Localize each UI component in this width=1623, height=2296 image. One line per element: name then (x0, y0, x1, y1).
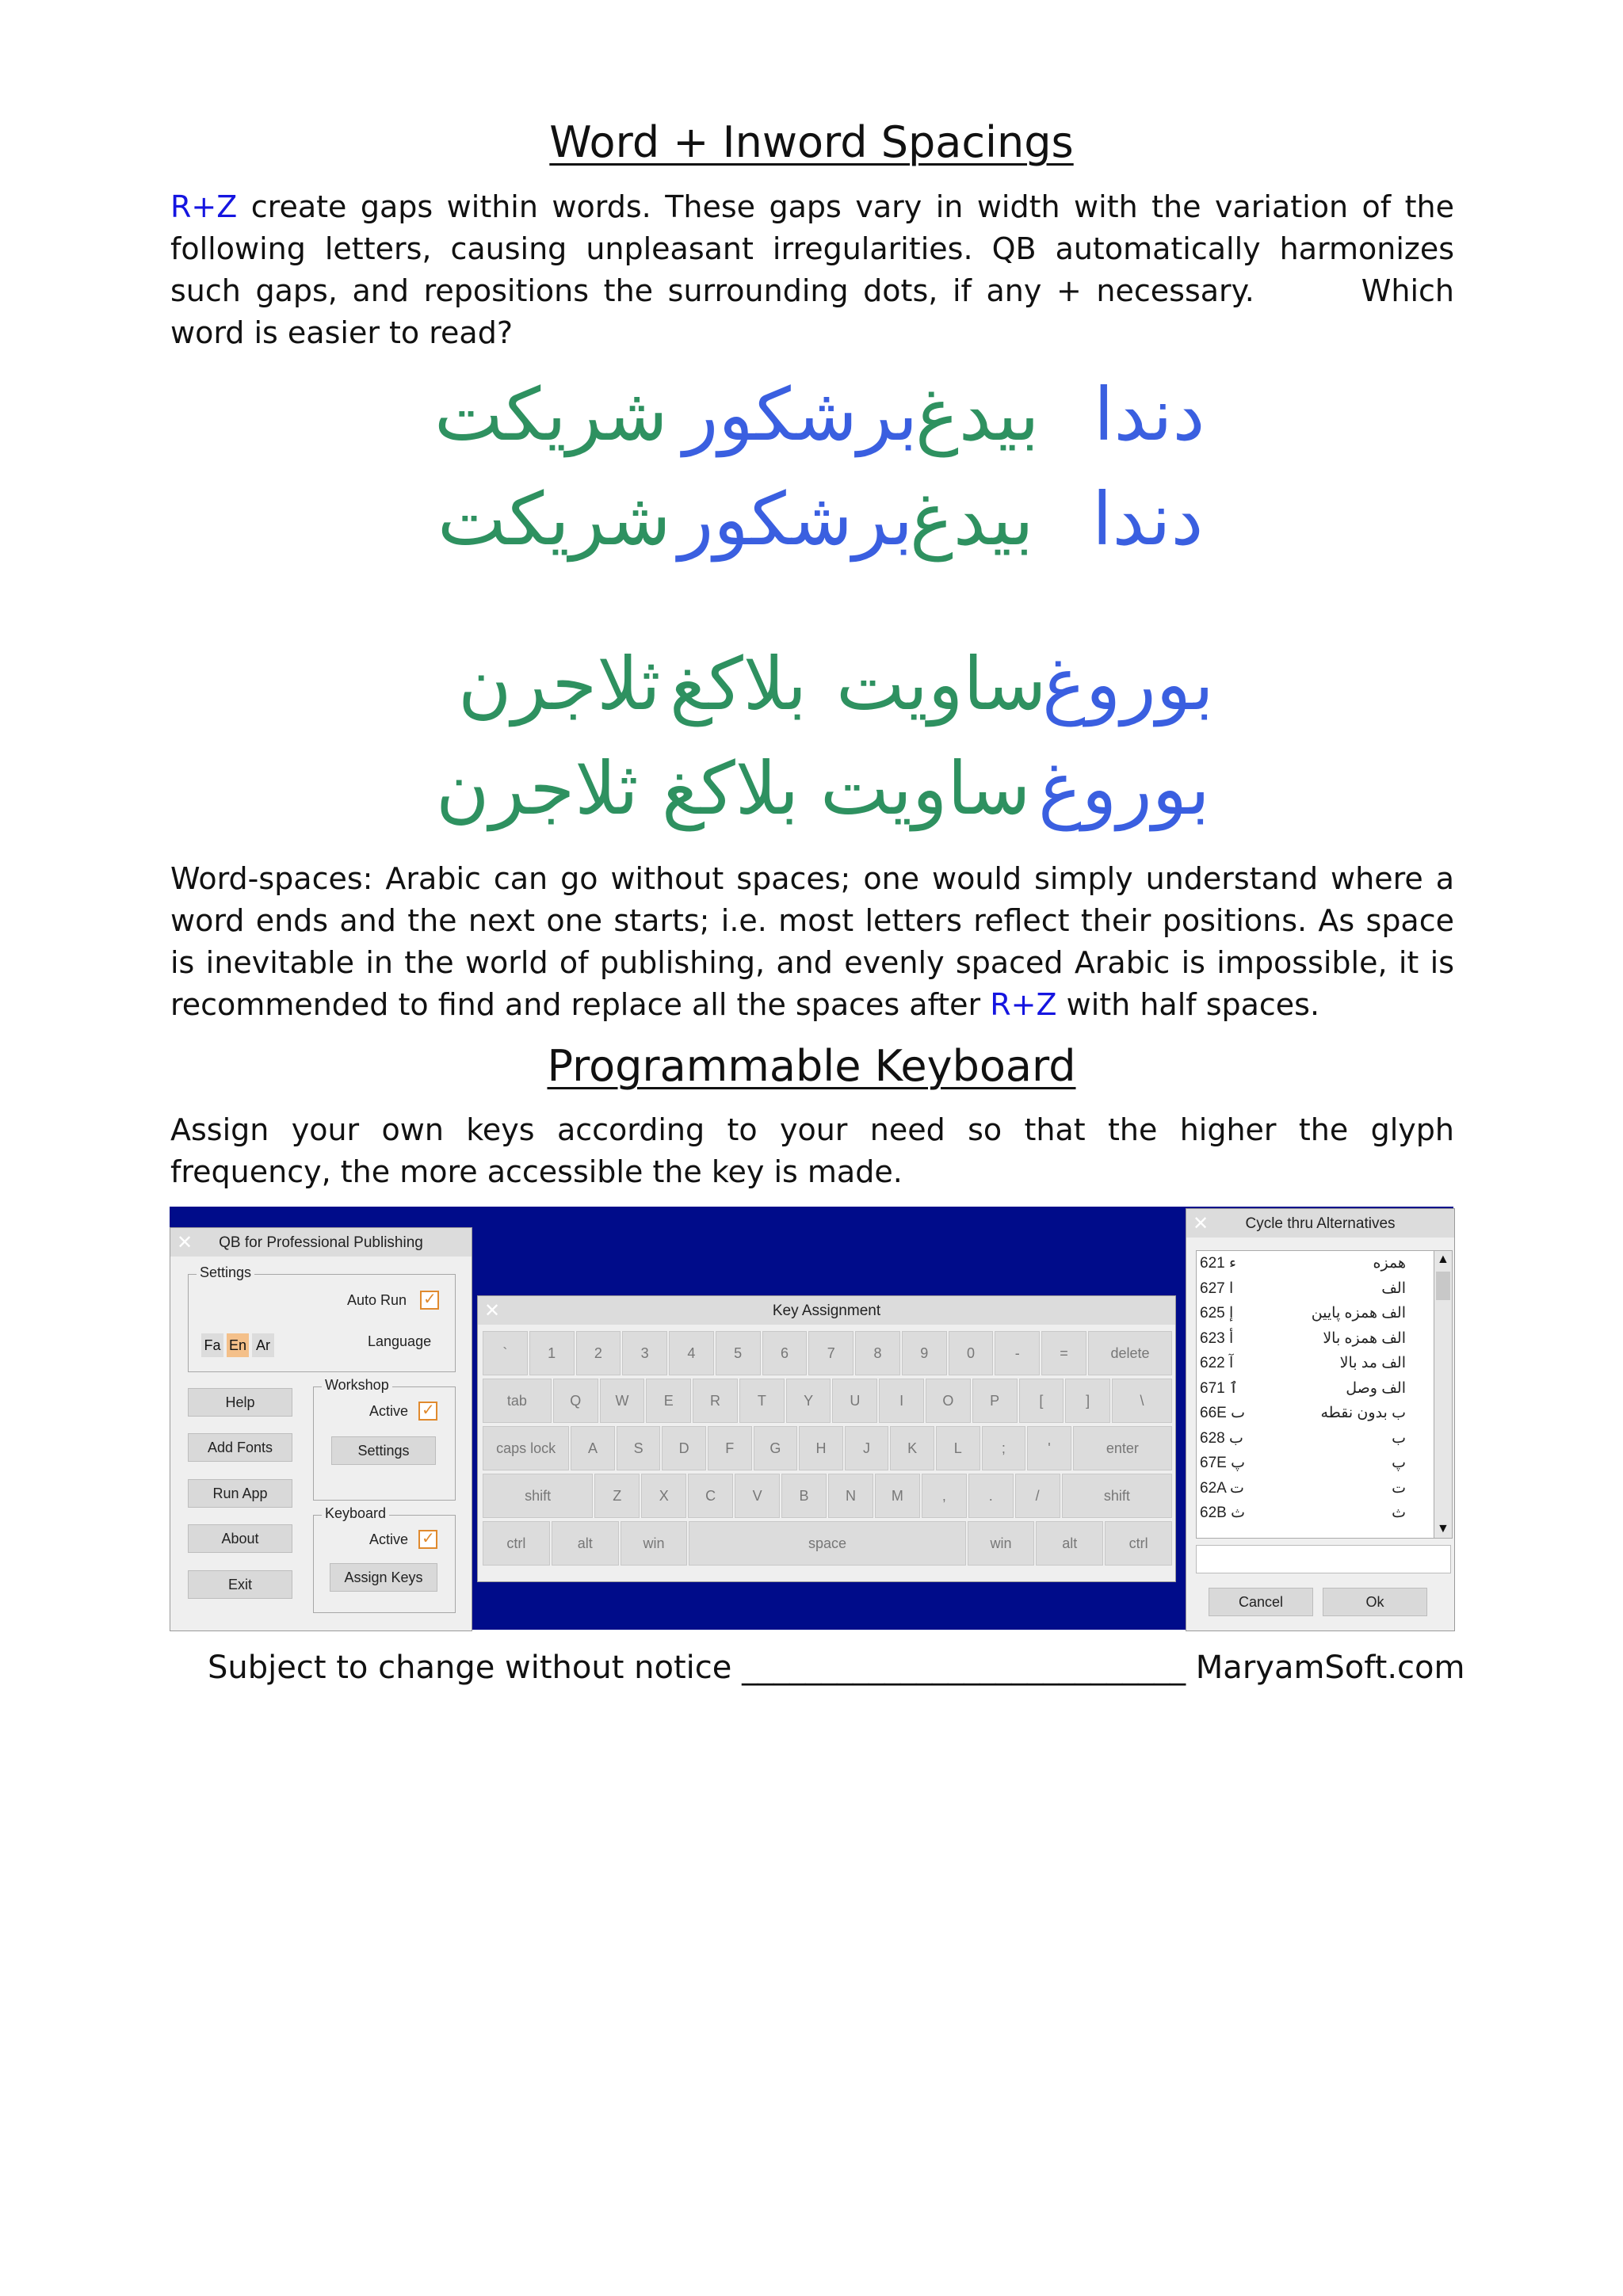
key[interactable]: U (832, 1379, 877, 1423)
key[interactable]: shift (483, 1474, 593, 1518)
scroll-up-icon[interactable]: ▲ (1437, 1253, 1449, 1266)
key[interactable]: shift (1062, 1474, 1172, 1518)
key[interactable]: W (600, 1379, 645, 1423)
key[interactable]: caps lock (483, 1426, 569, 1470)
cycle-titlebar (1186, 1209, 1454, 1238)
spacing-paragraph (170, 186, 1454, 354)
glyph-name: همزه (1373, 1255, 1406, 1272)
cycle-title: Cycle thru Alternatives (1245, 1215, 1396, 1232)
alternative-input[interactable] (1196, 1545, 1451, 1573)
key[interactable]: tab (483, 1379, 552, 1423)
key[interactable]: win (621, 1521, 688, 1566)
sample-word: ثلاجرن (436, 746, 639, 831)
glyph-name: الف (1381, 1280, 1406, 1297)
key[interactable]: C (688, 1474, 733, 1518)
list-item[interactable] (1200, 1254, 1419, 1279)
glyph-name: الف همزه پایین (1311, 1305, 1406, 1322)
key[interactable]: alt (1036, 1521, 1103, 1566)
key[interactable]: = (1041, 1331, 1086, 1375)
lang-en[interactable]: En (227, 1333, 249, 1357)
ok-button[interactable]: Ok (1323, 1588, 1427, 1616)
key[interactable]: L (936, 1426, 980, 1470)
key[interactable]: 0 (949, 1331, 994, 1375)
keyboard-active-label: Active (369, 1531, 409, 1547)
key[interactable]: O (926, 1379, 971, 1423)
key[interactable]: win (968, 1521, 1035, 1566)
key-assignment-title: Key Assignment (772, 1302, 881, 1319)
key[interactable]: delete (1088, 1331, 1172, 1375)
key[interactable]: space (689, 1521, 965, 1566)
key[interactable]: . (968, 1474, 1014, 1518)
sample-word: بيدغ (910, 477, 1034, 562)
list-item[interactable] (1200, 1404, 1419, 1428)
spacing-text: create gaps within words. These gaps vary in width with the variation of the following letters, causing unpleasant irregularities. QB automatically harmonizes such gaps, and repositions the surrounding dots, if any + necessary. (170, 189, 1454, 308)
workshop-group (313, 1377, 456, 1501)
key[interactable]: ' (1027, 1426, 1071, 1470)
scroll-thumb[interactable] (1436, 1272, 1450, 1300)
key[interactable]: F (708, 1426, 752, 1470)
key[interactable]: T (739, 1379, 785, 1423)
exit-button[interactable]: Exit (188, 1570, 292, 1599)
key[interactable]: 6 (762, 1331, 808, 1375)
settings-group (188, 1264, 456, 1372)
assign-keys-button[interactable]: Assign Keys (330, 1563, 437, 1592)
key[interactable]: E (646, 1379, 691, 1423)
sample-word: برشكور (683, 372, 918, 457)
scrollbar[interactable] (1434, 1250, 1453, 1539)
auto-run-label: Auto Run (347, 1292, 407, 1308)
sample-word: شريكت (437, 477, 671, 562)
list-item[interactable] (1200, 1329, 1419, 1354)
keyboard-paragraph: Assign your own keys according to your need so that the higher the glyph frequency, the more accessible the key is made. (170, 1112, 1454, 1189)
scroll-down-icon[interactable]: ▼ (1437, 1522, 1449, 1535)
lang-ar[interactable]: Ar (252, 1333, 274, 1357)
sample-word: ثلاجرن (458, 642, 661, 727)
key[interactable]: K (890, 1426, 934, 1470)
section-title-spacings: Word + Inword Spacings (549, 117, 1074, 167)
settings-label: Settings (197, 1264, 254, 1281)
key[interactable]: 9 (902, 1331, 947, 1375)
key[interactable]: ctrl (483, 1521, 550, 1566)
workshop-settings-button[interactable]: Settings (331, 1436, 436, 1465)
wordspaces-text: Word-spaces: Arabic can go without spaces; one would simply understand where a word ends and the next one starts; i.e. most letters reflect their positions. As space is inevitable in the world of publishing, and evenly spaced Arabic is impossible, it is recommended to find and replace all the spaces after (170, 861, 1454, 1022)
key[interactable]: G (754, 1426, 798, 1470)
sample-word: شريكت (434, 372, 668, 457)
key[interactable]: - (995, 1331, 1040, 1375)
glyph-code: 67E پ (1200, 1455, 1245, 1471)
footer-site: MaryamSoft.com (1195, 1650, 1465, 1686)
glyph-name: پ (1392, 1455, 1406, 1471)
glyph-name: الف مد بالا (1339, 1355, 1406, 1371)
key[interactable]: enter (1073, 1426, 1172, 1470)
sample-word: دندا (1094, 372, 1205, 457)
glyph-name: ب بدون نقطه (1320, 1405, 1406, 1421)
key[interactable]: P (972, 1379, 1018, 1423)
app-screenshot (170, 1207, 1453, 1630)
sample-word: بلاكغ (662, 746, 800, 831)
list-item[interactable] (1200, 1454, 1419, 1478)
lang-fa[interactable]: Fa (201, 1333, 223, 1357)
key[interactable]: I (879, 1379, 924, 1423)
key[interactable]: R (693, 1379, 738, 1423)
glyph-code: 622 آ (1200, 1355, 1234, 1371)
glyph-code: 625 إ (1200, 1305, 1234, 1322)
key[interactable]: Y (786, 1379, 831, 1423)
alternatives-list[interactable] (1196, 1250, 1435, 1539)
key[interactable]: N (828, 1474, 873, 1518)
add-fonts-button[interactable]: Add Fonts (188, 1433, 292, 1462)
rz-label: R+Z (990, 987, 1057, 1022)
workshop-active-label: Active (369, 1403, 409, 1419)
key[interactable]: ` (483, 1331, 528, 1375)
sample-word: بيدغ (915, 372, 1040, 457)
list-item[interactable] (1200, 1354, 1419, 1379)
key[interactable]: 5 (716, 1331, 761, 1375)
glyph-code: 62B ث (1200, 1505, 1245, 1521)
key[interactable]: 3 (622, 1331, 667, 1375)
list-item[interactable] (1200, 1304, 1419, 1329)
wordspaces-tail: with half spaces. (1056, 987, 1320, 1022)
key[interactable]: [ (1019, 1379, 1064, 1423)
key[interactable]: Q (553, 1379, 598, 1423)
glyph-name: ت (1392, 1479, 1406, 1497)
sample-word: برشكور (678, 477, 914, 562)
footer (208, 1650, 1465, 1686)
key[interactable]: 4 (669, 1331, 714, 1375)
key[interactable]: H (799, 1426, 843, 1470)
workshop-active-checkbox[interactable] (418, 1402, 437, 1421)
key[interactable]: J (845, 1426, 889, 1470)
key[interactable]: S (617, 1426, 661, 1470)
glyph-code: 627 ا (1200, 1280, 1234, 1297)
glyph-name: الف وصل (1346, 1379, 1406, 1397)
cycle-window (1186, 1208, 1455, 1631)
key[interactable]: 1 (529, 1331, 575, 1375)
sample-word: بوروغ (1042, 642, 1214, 727)
workshop-label: Workshop (322, 1377, 392, 1394)
key[interactable]: 8 (855, 1331, 900, 1375)
run-app-button[interactable]: Run App (188, 1479, 292, 1508)
question-text: Which word is easier to read? (170, 273, 1454, 350)
key[interactable]: \ (1112, 1379, 1172, 1423)
keyboard-group (313, 1505, 456, 1613)
language-label: Language (368, 1333, 432, 1349)
key[interactable]: A (571, 1426, 615, 1470)
list-item[interactable] (1200, 1504, 1419, 1528)
list-item[interactable] (1200, 1379, 1419, 1404)
glyph-code: 62A ت (1200, 1479, 1244, 1497)
key[interactable]: alt (552, 1521, 619, 1566)
sample-word: دندا (1092, 477, 1204, 562)
auto-run-checkbox[interactable] (420, 1291, 439, 1310)
glyph-name: ث (1392, 1505, 1406, 1521)
keyboard-label: Keyboard (322, 1505, 389, 1522)
keyboard-active-checkbox[interactable] (418, 1530, 437, 1549)
help-button[interactable]: Help (188, 1388, 292, 1417)
cancel-button[interactable]: Cancel (1209, 1588, 1313, 1616)
close-icon[interactable]: ✕ (177, 1232, 193, 1253)
key[interactable]: / (1015, 1474, 1060, 1518)
qb-window (170, 1227, 472, 1631)
key-assignment-window (477, 1295, 1176, 1582)
footer-notice: Subject to change without notice (208, 1650, 732, 1686)
key[interactable]: 7 (808, 1331, 854, 1375)
rz-label: R+Z (170, 189, 238, 224)
sample-word: ساويت (836, 642, 1047, 727)
wordspaces-paragraph (170, 858, 1454, 1026)
key[interactable]: M (875, 1474, 920, 1518)
key[interactable]: ] (1065, 1379, 1110, 1423)
sample-word: بوروغ (1038, 746, 1210, 831)
key[interactable]: , (922, 1474, 967, 1518)
key[interactable]: 2 (576, 1331, 621, 1375)
key-assignment-titlebar (478, 1296, 1175, 1325)
sample-word: بلاكغ (670, 642, 808, 727)
section-title-keyboard: Programmable Keyboard (547, 1041, 1076, 1091)
qb-title: QB for Professional Publishing (219, 1234, 423, 1251)
glyph-name: الف همزه بالا (1323, 1329, 1406, 1347)
qb-titlebar (170, 1228, 472, 1257)
glyph-code: 623 أ (1200, 1329, 1234, 1347)
key[interactable]: ctrl (1105, 1521, 1172, 1566)
sample-word: ساويت (820, 746, 1031, 831)
key[interactable]: D (662, 1426, 706, 1470)
list-item[interactable] (1200, 1280, 1419, 1304)
about-button[interactable]: About (188, 1524, 292, 1553)
glyph-name: ب (1392, 1429, 1406, 1447)
glyph-code: 621 ء (1200, 1255, 1236, 1272)
key[interactable]: X (641, 1474, 686, 1518)
glyph-code: 671 ٱ (1200, 1379, 1239, 1397)
close-icon[interactable]: ✕ (484, 1300, 501, 1322)
list-item[interactable] (1200, 1479, 1419, 1504)
key[interactable]: V (735, 1474, 780, 1518)
key[interactable]: B (781, 1474, 827, 1518)
close-icon[interactable]: ✕ (1193, 1213, 1209, 1234)
glyph-code: 628 ب (1200, 1429, 1243, 1447)
key[interactable]: ; (982, 1426, 1026, 1470)
glyph-code: 66E ٮ (1200, 1405, 1245, 1421)
footer-rule: ____________________________ (742, 1650, 1186, 1686)
key[interactable]: Z (594, 1474, 640, 1518)
list-item[interactable] (1200, 1429, 1419, 1454)
